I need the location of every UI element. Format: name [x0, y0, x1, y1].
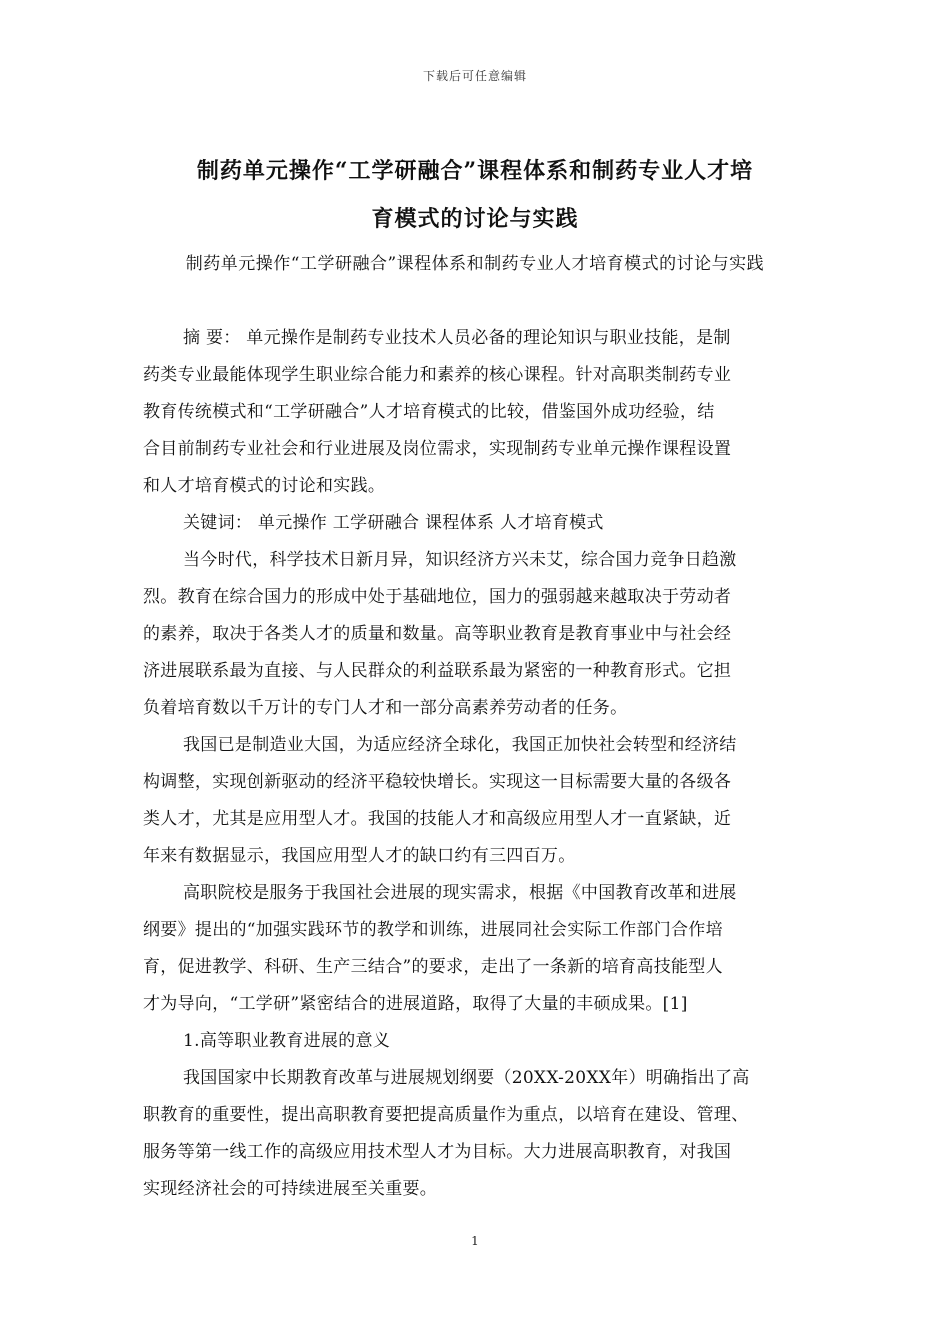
paragraph-line: 类人才，尤其是应用型人才。我国的技能人才和高级应用型人才一直紧缺，近 [143, 809, 732, 829]
abstract-line: 和人才培育模式的讨论和实践。 [143, 476, 386, 496]
paragraph-line: 职教育的重要性，提出高职教育要把提高质量作为重点，以培育在建设、管理、 [143, 1105, 749, 1125]
paragraph-line: 纲要》提出的“加强实践环节的教学和训练，进展同社会实际工作部门合作培 [143, 920, 723, 940]
document-title-line-2: 育模式的讨论与实践 [371, 206, 579, 232]
page-number: 1 [471, 1234, 479, 1248]
abstract-line: 合目前制药专业社会和行业进展及岗位需求，实现制药专业单元操作课程设置 [143, 439, 732, 459]
paragraph-line: 当今时代，科学技术日新月异，知识经济方兴未艾，综合国力竞争日趋激 [183, 550, 737, 570]
paragraph-line: 服务等第一线工作的高级应用技术型人才为目标。大力进展高职教育，对我国 [143, 1142, 732, 1162]
keywords-line: 关键词： 单元操作 工学研融合 课程体系 人才培育模式 [183, 513, 604, 533]
section-heading: 1.高等职业教育进展的意义 [183, 1031, 391, 1051]
paragraph-line: 我国已是制造业大国，为适应经济全球化，我国正加快社会转型和经济结 [183, 735, 737, 755]
paragraph-line: 实现经济社会的可持续进展至关重要。 [143, 1179, 438, 1199]
paragraph-line: 我国国家中长期教育改革与进展规划纲要（20XX-20XX年）明确指出了高 [183, 1068, 750, 1088]
paragraph-line: 构调整，实现创新驱动的经济平稳较快增长。实现这一目标需要大量的各级各 [143, 772, 732, 792]
paragraph-line: 济进展联系最为直接、与人民群众的利益联系最为紧密的一种教育形式。它担 [143, 661, 732, 681]
paragraph-line: 负着培育数以千万计的专门人才和一部分高素养劳动者的任务。 [143, 698, 628, 718]
document-title-line-1: 制药单元操作“工学研融合”课程体系和制药专业人才培 [196, 158, 754, 184]
paragraph-line: 烈。教育在综合国力的形成中处于基础地位，国力的强弱越来越取决于劳动者 [143, 587, 732, 607]
abstract-line: 药类专业最能体现学生职业综合能力和素养的核心课程。针对高职类制药专业 [143, 365, 732, 385]
abstract-line: 教育传统模式和“工学研融合”人才培育模式的比较，借鉴国外成功经验，结 [143, 402, 715, 422]
paragraph-line: 的素养，取决于各类人才的质量和数量。高等职业教育是教育事业中与社会经 [143, 624, 732, 644]
paragraph-line: 才为导向，“工学研”紧密结合的进展道路，取得了大量的丰硕成果。[1] [143, 994, 688, 1014]
paragraph-line: 育，促进教学、科研、生产三结合”的要求，走出了一条新的培育高技能型人 [143, 957, 723, 977]
paragraph-line: 年来有数据显示，我国应用型人才的缺口约有三四百万。 [143, 846, 576, 866]
abstract-line: 摘 要： 单元操作是制药专业技术人员必备的理论知识与职业技能，是制 [183, 328, 731, 348]
header-note: 下载后可任意编辑 [422, 69, 527, 83]
paragraph-line: 高职院校是服务于我国社会进展的现实需求，根据《中国教育改革和进展 [183, 883, 737, 903]
document-subtitle: 制药单元操作“工学研融合”课程体系和制药专业人才培育模式的讨论与实践 [185, 254, 765, 274]
